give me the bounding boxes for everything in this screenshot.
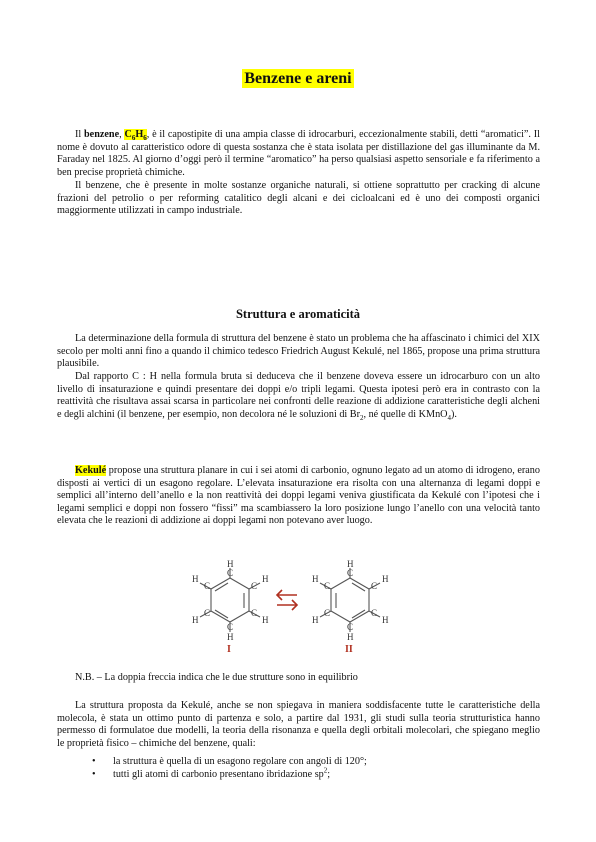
section-heading: Struttura e aromaticità: [235, 307, 361, 321]
atom-h: H: [192, 574, 199, 584]
benzene-structure-2: [312, 560, 389, 655]
atom-h: H: [382, 615, 389, 625]
atom-h: H: [262, 615, 269, 625]
benzene-structure-1: [192, 560, 269, 655]
page-title-text: Benzene e areni: [244, 70, 352, 87]
atom-c: C: [371, 608, 378, 618]
atom-c: C: [227, 622, 234, 632]
atom-c: C: [324, 581, 331, 591]
list-item: • tutti gli atomi di carbonio presentano ibridazione $sp^2$;: [92, 766, 331, 780]
equilibrium-note: N.B. – La doppia freccia indica che le due strutture sono in equilibrio: [75, 672, 358, 683]
section-paragraph-1: La determinazione della formula di struttura del benzene è stato un problema che ha affascinato i chimici del XIX secolo per molti anni fino a quando il chimico tedesco Friedrich August Kekulé, nel 1865, propose una prima struttura plausibile.: [57, 333, 540, 370]
atom-h: H: [227, 560, 234, 569]
benzene-formula: $C_6H_6$: [124, 129, 147, 143]
atom-c: C: [227, 568, 234, 578]
kekule-structures-figure: [180, 560, 420, 660]
structure-label-2: II: [345, 644, 353, 655]
benzene-term: benzene: [84, 129, 120, 140]
atom-h: H: [262, 574, 269, 584]
properties-list: [88, 755, 528, 781]
intro-paragraph-1: Il benzene, $C_6H_6$, è il capostipite di una ampia classe di idrocarburi, eccezionalmente stabili, detti “aromatici”. Il nome è dovuto al caratteristico odore di questa sostanza che è stata isolata per distillazione del gas illuminante da M. Faraday nel 1825. Al giorno d’oggi però il termine “aromatico” ha perso qualsiasi aspetto sensoriale e fa riferimento a ben precise proprietà chimiche.: [57, 129, 540, 178]
atom-h: H: [192, 615, 199, 625]
atom-c: C: [371, 581, 378, 591]
intro-paragraph-2: Il benzene, che è presente in molte sostanze organiche naturali, si ottiene soprattutto per cracking di alcune frazioni del petrolio o per reforming catalitico degli alcani e dei cicloalcani ed è uno dei composti organici maggiormente utilizzati in campo industriale.: [57, 180, 540, 217]
atom-c: C: [204, 581, 211, 591]
atom-h: H: [312, 574, 319, 584]
page-title: [0, 70, 596, 88]
atom-c: C: [324, 608, 331, 618]
atom-h: H: [312, 615, 319, 625]
structure-label-1: I: [227, 644, 231, 655]
equilibrium-arrows: [277, 590, 297, 610]
atom-h: H: [227, 632, 234, 642]
section-paragraph-2: Dal rapporto C : H nella formula bruta si deduceva che il benzene doveva essere un idrocarburo con un alto livello di insaturazione e quindi presentare dei doppi e/o tripli legami. Questa ipotesi però era in contrasto con la reattività che risultava assai scarsa in particolare nei confronti delle reazione di addizione caratteristiche degli alcheni e degli alchini (il benzene, per esempio, non decolora né le soluzioni di $Br_2$, né quelle di KMnO$_4$).: [57, 371, 540, 422]
kekule-name: Kekulé: [75, 465, 107, 476]
atom-c: C: [251, 608, 258, 618]
atom-c: C: [347, 568, 354, 578]
atom-c: C: [204, 608, 211, 618]
final-paragraph: La struttura proposta da Kekulé, anche se non spiegava in maniera soddisfacente tutte le caratteristiche della molecola, è stata un ottimo punto di partenza e solo, a partire dal 1931, gli studi sulla teoria strutturistica hanno permesso di formulatoe due modelli, la teoria della risonanza e quella degli orbitali molecolari, che spiegano meglio le proprietà fisico – chimiche del benzene, quali:: [57, 700, 540, 749]
list-item: • la struttura è quella di un esagono regolare con angoli di 120°;: [92, 756, 367, 767]
atom-c: C: [347, 622, 354, 632]
atom-h: H: [347, 560, 354, 569]
kekule-paragraph: Kekulé propose una struttura planare in cui i sei atomi di carbonio, ognuno legato ad un atomo di idrogeno, erano disposti ai vertici di un esagono regolare. L’elevata insaturazione era risolta con una alternanza di legami doppi e semplici all’interno dell’anello e la non reattività dei doppi legami veniva giustificata da Kekulé con l’ipotesi che i legami semplici e doppi non fossero “fissi” ma scambiassero la loro posizione lungo l’anello con una velocità tanto elevata che le reazioni di addizione ai doppi legami non potevano aver luogo.: [57, 465, 540, 527]
bullet-glyph: •: [92, 769, 96, 780]
atom-h: H: [382, 574, 389, 584]
bullet-glyph: •: [92, 756, 96, 767]
atom-c: C: [251, 581, 258, 591]
atom-h: H: [347, 632, 354, 642]
